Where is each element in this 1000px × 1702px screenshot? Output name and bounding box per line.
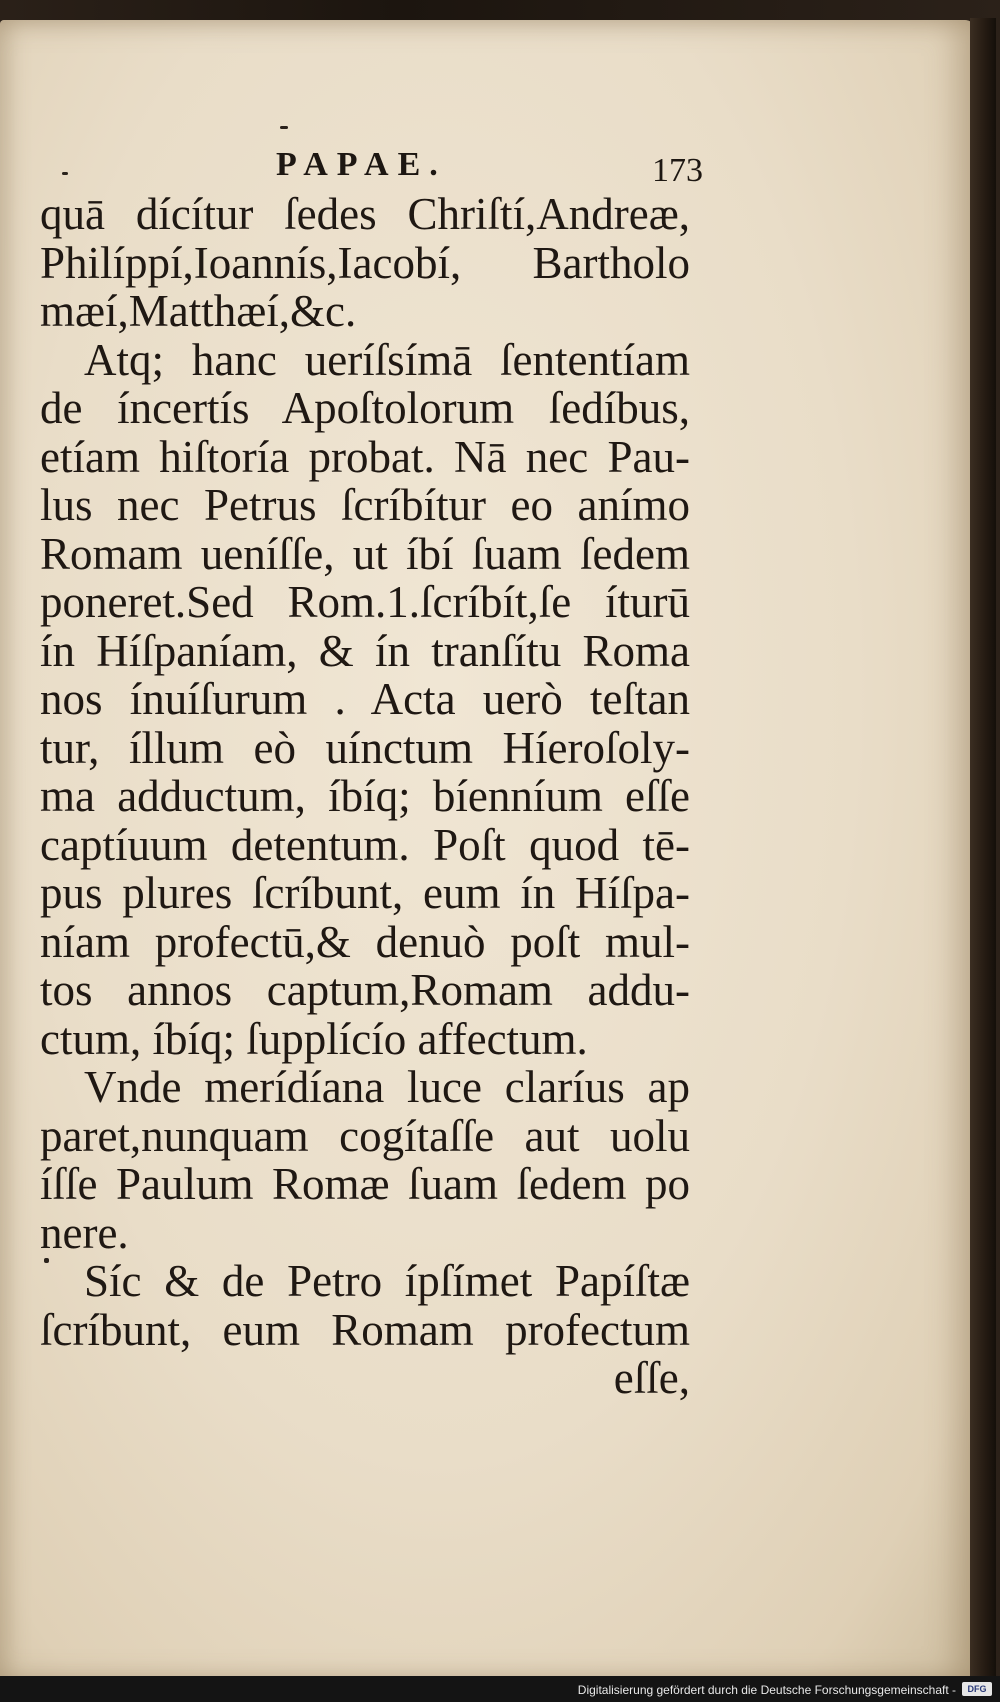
text-line: ctum, íbíq; ſupplícío affectum. xyxy=(40,1013,588,1064)
text-line: paret,nunquam cogítaſſe aut uolu xyxy=(40,1110,690,1161)
text-line: Síc & de Petro ípſímet Papíſtæ xyxy=(84,1256,690,1306)
text-line: ſcríbunt, eum Romam profectum xyxy=(40,1304,690,1355)
body-text xyxy=(40,190,690,1403)
digitization-credit: Digitalisierung gefördert durch die Deutsche Forschungsgemeinschaft - xyxy=(577,1683,956,1697)
text-line: de íncertís Apoſtolorum ſedíbus, xyxy=(40,383,690,433)
text-line: Romam ueníſſe, ut íbí ſuam ſedem xyxy=(40,528,690,579)
text-line: lus nec Petrus ſcríbítur eo anímo xyxy=(40,480,690,530)
catchword: eſſe, xyxy=(613,1353,690,1403)
text-line: íſſe Paulum Romæ ſuam ſedem po xyxy=(40,1159,690,1209)
text-line: etíam hiſtoría probat. Nā nec Pau- xyxy=(40,431,690,482)
dfg-logo-icon xyxy=(962,1682,992,1696)
ink-speck xyxy=(62,172,68,175)
text-line: pus plures ſcríbunt, eum ín Híſpa- xyxy=(40,868,690,918)
text-line: Philíppí,Ioannís,Iacobí, Bartholo xyxy=(40,237,690,288)
text-line: Vnde merídíana luce claríus ap xyxy=(84,1062,690,1112)
text-line: tos annos captum,Romam addu- xyxy=(40,965,690,1015)
text-line: mæí,Matthæí,&c. xyxy=(40,286,357,336)
text-line: quā dícítur ſedes Chriſtí,Andreæ, xyxy=(40,189,690,239)
book-page xyxy=(0,20,975,1682)
footer-bar xyxy=(0,1676,1000,1702)
text-line: poneret.Sed Rom.1.ſcríbít,ſe íturū xyxy=(40,577,690,627)
running-head: PAPAE. xyxy=(276,146,447,183)
text-line: nere. xyxy=(40,1207,129,1258)
text-line: captíuum detentum. Poſt quod tē- xyxy=(40,819,690,870)
dfg-logo-text: DFG xyxy=(967,1684,987,1694)
ink-speck xyxy=(280,126,288,129)
text-line: ín Híſpaníam, & ín tranſítu Roma xyxy=(40,625,690,676)
text-line: níam profectū,& denuò poſt mul- xyxy=(40,916,690,967)
text-line: Atq; hanc ueríſsímā ſententíam xyxy=(84,334,690,385)
ink-speck xyxy=(44,1258,49,1263)
text-line: ma adductum, íbíq; bíenníum eſſe xyxy=(40,771,690,821)
page-edge-shadow xyxy=(970,18,996,1686)
text-line: nos ínuíſurum . Acta uerò teſtan xyxy=(40,674,690,724)
text-line: tur, íllum eò uínctum Híeroſoly- xyxy=(40,722,690,773)
page-number: 173 xyxy=(652,152,703,189)
